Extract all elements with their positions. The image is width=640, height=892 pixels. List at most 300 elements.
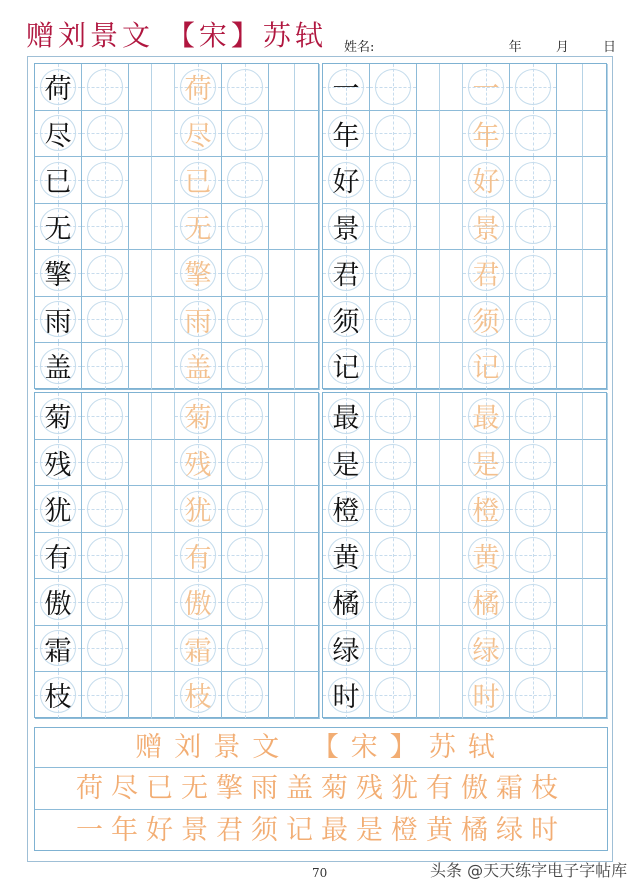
grid-cell (269, 250, 295, 297)
grid-cell (583, 64, 609, 111)
grid-cell (82, 250, 129, 297)
trace-character: 橙 (472, 496, 500, 528)
grid-cell (463, 626, 510, 673)
grid-cell (152, 440, 175, 487)
trace-character: 盖 (184, 353, 212, 385)
guide-line (393, 111, 394, 157)
grid-cell (175, 297, 222, 344)
guide-line (105, 672, 106, 718)
grid-cell (35, 157, 82, 204)
grid-cell (295, 393, 321, 440)
grid-cell (295, 533, 321, 580)
grid-cell (417, 157, 440, 204)
grid-cell (557, 343, 583, 390)
grid-cell (222, 64, 269, 111)
grid-cell (463, 250, 510, 297)
grid-cell (323, 64, 370, 111)
grid-cell (463, 672, 510, 719)
grid-cell (583, 250, 609, 297)
grid-cell (557, 440, 583, 487)
grid-cell (370, 672, 417, 719)
guide-line (105, 157, 106, 203)
guide-line (393, 393, 394, 439)
grid-cell (175, 579, 222, 626)
grid-cell (557, 393, 583, 440)
guide-line (245, 440, 246, 486)
grid-cell (129, 111, 152, 158)
grid-cell (269, 533, 295, 580)
grid-cell (370, 157, 417, 204)
grid-cell (557, 111, 583, 158)
grid-cell (440, 111, 463, 158)
grid-cell (417, 486, 440, 533)
guide-line (393, 533, 394, 579)
grid-cell (463, 157, 510, 204)
grid-cell (129, 157, 152, 204)
grid-cell (129, 250, 152, 297)
trace-character: 记 (472, 353, 500, 385)
model-character: 霜 (44, 635, 72, 667)
grid-cell (323, 440, 370, 487)
grid-cell (152, 672, 175, 719)
grid-cell (463, 204, 510, 251)
model-character: 尽 (44, 120, 72, 152)
grid-cell (269, 393, 295, 440)
trace-character: 时 (472, 682, 500, 714)
guide-line (393, 204, 394, 250)
guide-line (245, 579, 246, 625)
grid-cell (175, 533, 222, 580)
grid-cell (35, 626, 82, 673)
grid-cell (440, 64, 463, 111)
trace-character: 有 (184, 542, 212, 574)
poem-line-1: 荷尽已无擎雨盖菊残犹有傲霜枝 (35, 768, 607, 810)
trace-character: 最 (472, 403, 500, 435)
grid-cell (463, 533, 510, 580)
practice-block (34, 63, 319, 389)
guide-line (533, 111, 534, 157)
grid-cell (370, 250, 417, 297)
date-year: 年 (508, 40, 522, 55)
trace-character: 绿 (472, 635, 500, 667)
grid-cell (152, 157, 175, 204)
trace-character: 是 (472, 449, 500, 481)
model-character: 傲 (44, 589, 72, 621)
grid-cell (583, 157, 609, 204)
trace-character: 景 (472, 213, 500, 245)
grid-cell (370, 579, 417, 626)
grid-cell (323, 297, 370, 344)
grid-cell (510, 533, 557, 580)
guide-line (393, 579, 394, 625)
grid-cell (35, 111, 82, 158)
grid-cell (557, 672, 583, 719)
grid-cell (152, 579, 175, 626)
guide-line (105, 111, 106, 157)
guide-line (393, 157, 394, 203)
guide-line (533, 250, 534, 296)
grid-cell (82, 393, 129, 440)
grid-cell (295, 672, 321, 719)
guide-line (245, 157, 246, 203)
grid-cell (323, 111, 370, 158)
grid-cell (269, 157, 295, 204)
guide-line (105, 626, 106, 672)
guide-line (393, 343, 394, 389)
date-month: 月 (555, 40, 569, 55)
grid-cell (129, 672, 152, 719)
grid-cell (440, 393, 463, 440)
grid-cell (323, 204, 370, 251)
grid-cell (222, 204, 269, 251)
grid-cell (129, 297, 152, 344)
grid-cell (269, 626, 295, 673)
grid-cell (440, 250, 463, 297)
trace-character: 尽 (184, 120, 212, 152)
guide-line (393, 672, 394, 718)
grid-cell (370, 440, 417, 487)
trace-character: 雨 (184, 306, 212, 338)
grid-cell (82, 157, 129, 204)
grid-cell (417, 533, 440, 580)
grid-cell (557, 157, 583, 204)
guide-line (393, 626, 394, 672)
guide-line (393, 440, 394, 486)
trace-character: 枝 (184, 682, 212, 714)
grid-cell (152, 204, 175, 251)
grid-cell (295, 204, 321, 251)
grid-cell (583, 440, 609, 487)
trace-character: 已 (184, 167, 212, 199)
guide-line (393, 486, 394, 532)
grid-cell (269, 486, 295, 533)
grid-cell (510, 297, 557, 344)
grid-cell (463, 440, 510, 487)
grid-cell (35, 343, 82, 390)
model-character: 无 (44, 213, 72, 245)
grid-cell (463, 393, 510, 440)
grid-cell (463, 297, 510, 344)
grid-cell (35, 672, 82, 719)
model-character: 年 (332, 120, 360, 152)
guide-line (533, 533, 534, 579)
model-character: 有 (44, 542, 72, 574)
grid-cell (152, 111, 175, 158)
grid-cell (417, 579, 440, 626)
grid-cell (295, 157, 321, 204)
practice-block (322, 63, 607, 389)
grid-cell (583, 626, 609, 673)
grid-cell (269, 297, 295, 344)
watermark: 头条 @天天练字电子字帖库 (430, 861, 628, 880)
trace-character: 菊 (184, 403, 212, 435)
name-label: 姓名: (344, 40, 375, 55)
grid-cell (510, 579, 557, 626)
model-character: 黄 (332, 542, 360, 574)
grid-cell (510, 250, 557, 297)
grid-cell (129, 486, 152, 533)
grid-cell (557, 204, 583, 251)
grid-cell (175, 343, 222, 390)
grid-cell (557, 250, 583, 297)
guide-line (393, 250, 394, 296)
grid-cell (82, 440, 129, 487)
grid-cell (152, 343, 175, 390)
grid-cell (82, 672, 129, 719)
grid-cell (152, 297, 175, 344)
grid-cell (129, 393, 152, 440)
grid-cell (82, 579, 129, 626)
grid-cell (463, 579, 510, 626)
grid-cell (370, 486, 417, 533)
grid-cell (295, 343, 321, 390)
page-title: 赠刘景文 【宋】苏轼 (26, 19, 327, 52)
grid-cell (463, 486, 510, 533)
grid-cell (417, 250, 440, 297)
grid-cell (269, 343, 295, 390)
grid-cell (295, 486, 321, 533)
model-character: 须 (332, 306, 360, 338)
guide-line (533, 626, 534, 672)
trace-character: 黄 (472, 542, 500, 574)
grid-cell (152, 486, 175, 533)
grid-cell (269, 579, 295, 626)
guide-line (105, 64, 106, 110)
guide-line (393, 64, 394, 110)
grid-cell (417, 393, 440, 440)
trace-character: 残 (184, 449, 212, 481)
grid-cell (35, 486, 82, 533)
guide-line (245, 672, 246, 718)
grid-cell (295, 250, 321, 297)
grid-cell (583, 672, 609, 719)
model-character: 残 (44, 449, 72, 481)
grid-cell (35, 204, 82, 251)
model-character: 绿 (332, 635, 360, 667)
guide-line (533, 579, 534, 625)
trace-character: 年 (472, 120, 500, 152)
grid-cell (295, 440, 321, 487)
grid-cell (175, 626, 222, 673)
grid-cell (417, 111, 440, 158)
grid-cell (222, 250, 269, 297)
grid-cell (129, 64, 152, 111)
grid-cell (129, 579, 152, 626)
grid-cell (510, 440, 557, 487)
grid-cell (463, 343, 510, 390)
model-character: 盖 (44, 353, 72, 385)
grid-cell (82, 626, 129, 673)
grid-cell (323, 579, 370, 626)
grid-cell (222, 343, 269, 390)
grid-cell (129, 343, 152, 390)
grid-cell (370, 393, 417, 440)
guide-line (533, 672, 534, 718)
grid-cell (152, 64, 175, 111)
guide-line (533, 440, 534, 486)
trace-character: 橘 (472, 589, 500, 621)
grid-cell (295, 111, 321, 158)
grid-cell (440, 297, 463, 344)
grid-cell (557, 579, 583, 626)
grid-cell (175, 111, 222, 158)
grid-cell (152, 626, 175, 673)
grid-cell (323, 250, 370, 297)
model-character: 荷 (44, 74, 72, 106)
grid-cell (323, 533, 370, 580)
guide-line (245, 250, 246, 296)
grid-cell (269, 672, 295, 719)
grid-cell (583, 486, 609, 533)
practice-block (322, 392, 607, 718)
grid-cell (440, 579, 463, 626)
grid-cell (510, 393, 557, 440)
grid-cell (129, 440, 152, 487)
grid-cell (323, 157, 370, 204)
model-character: 君 (332, 260, 360, 292)
grid-cell (370, 204, 417, 251)
model-character: 好 (332, 167, 360, 199)
trace-character: 犹 (184, 496, 212, 528)
trace-character: 须 (472, 306, 500, 338)
grid-cell (222, 486, 269, 533)
grid-cell (417, 297, 440, 344)
guide-line (533, 486, 534, 532)
grid-cell (417, 64, 440, 111)
poem-line-2: 一年好景君须记最是橙黄橘绿时 (76, 815, 566, 846)
grid-cell (510, 672, 557, 719)
grid-cell (82, 343, 129, 390)
guide-line (245, 111, 246, 157)
model-character: 犹 (44, 496, 72, 528)
grid-cell (35, 440, 82, 487)
grid-cell (222, 440, 269, 487)
grid-cell (463, 111, 510, 158)
grid-cell (323, 626, 370, 673)
grid-cell (269, 440, 295, 487)
date-day: 日 (602, 40, 616, 55)
grid-cell (175, 64, 222, 111)
grid-cell (82, 204, 129, 251)
grid-cell (222, 626, 269, 673)
guide-line (105, 440, 106, 486)
model-character: 擎 (44, 260, 72, 292)
grid-cell (35, 533, 82, 580)
grid-cell (370, 533, 417, 580)
grid-cell (370, 297, 417, 344)
trace-character: 无 (184, 213, 212, 245)
grid-cell (583, 297, 609, 344)
grid-cell (82, 64, 129, 111)
grid-cell (222, 393, 269, 440)
guide-line (533, 157, 534, 203)
grid-cell (583, 343, 609, 390)
grid-cell (222, 672, 269, 719)
grid-cell (35, 393, 82, 440)
grid-cell (583, 533, 609, 580)
trace-character: 君 (472, 260, 500, 292)
model-character: 雨 (44, 306, 72, 338)
guide-line (105, 297, 106, 343)
grid-cell (152, 533, 175, 580)
grid-cell (82, 533, 129, 580)
grid-cell (583, 204, 609, 251)
model-character: 最 (332, 403, 360, 435)
guide-line (105, 393, 106, 439)
guide-line (533, 343, 534, 389)
trace-character: 荷 (184, 74, 212, 106)
grid-cell (510, 343, 557, 390)
guide-line (105, 204, 106, 250)
grid-cell (222, 297, 269, 344)
guide-line (245, 343, 246, 389)
model-character: 记 (332, 353, 360, 385)
guide-line (105, 533, 106, 579)
guide-line (245, 297, 246, 343)
grid-cell (175, 440, 222, 487)
grid-cell (175, 672, 222, 719)
grid-cell (269, 111, 295, 158)
grid-cell (417, 440, 440, 487)
grid-cell (510, 111, 557, 158)
guide-line (533, 393, 534, 439)
grid-cell (35, 250, 82, 297)
page-number: 70 (312, 866, 328, 880)
guide-line (533, 204, 534, 250)
poem-title-line: 赠刘景文 【宋】苏轼 (35, 728, 607, 768)
grid-cell (557, 626, 583, 673)
model-character: 菊 (44, 403, 72, 435)
grid-cell (583, 579, 609, 626)
grid-cell (269, 64, 295, 111)
grid-cell (323, 672, 370, 719)
poem-box (34, 727, 608, 851)
grid-cell (82, 111, 129, 158)
model-character: 时 (332, 682, 360, 714)
model-character: 是 (332, 449, 360, 481)
grid-cell (510, 157, 557, 204)
grid-cell (510, 486, 557, 533)
grid-cell (295, 297, 321, 344)
grid-cell (440, 157, 463, 204)
grid-cell (417, 343, 440, 390)
grid-cell (440, 204, 463, 251)
guide-line (105, 579, 106, 625)
guide-line (245, 486, 246, 532)
model-character: 景 (332, 213, 360, 245)
grid-cell (129, 533, 152, 580)
guide-line (245, 393, 246, 439)
grid-cell (417, 626, 440, 673)
grid-cell (323, 343, 370, 390)
grid-cell (222, 157, 269, 204)
grid-cell (35, 297, 82, 344)
guide-line (393, 297, 394, 343)
model-character: 橘 (332, 589, 360, 621)
guide-line (245, 204, 246, 250)
grid-cell (370, 64, 417, 111)
grid-cell (510, 64, 557, 111)
grid-cell (82, 297, 129, 344)
grid-cell (557, 486, 583, 533)
grid-cell (222, 533, 269, 580)
grid-cell (440, 440, 463, 487)
grid-cell (175, 204, 222, 251)
model-character: 橙 (332, 496, 360, 528)
grid-cell (129, 626, 152, 673)
grid-cell (152, 393, 175, 440)
grid-cell (583, 111, 609, 158)
